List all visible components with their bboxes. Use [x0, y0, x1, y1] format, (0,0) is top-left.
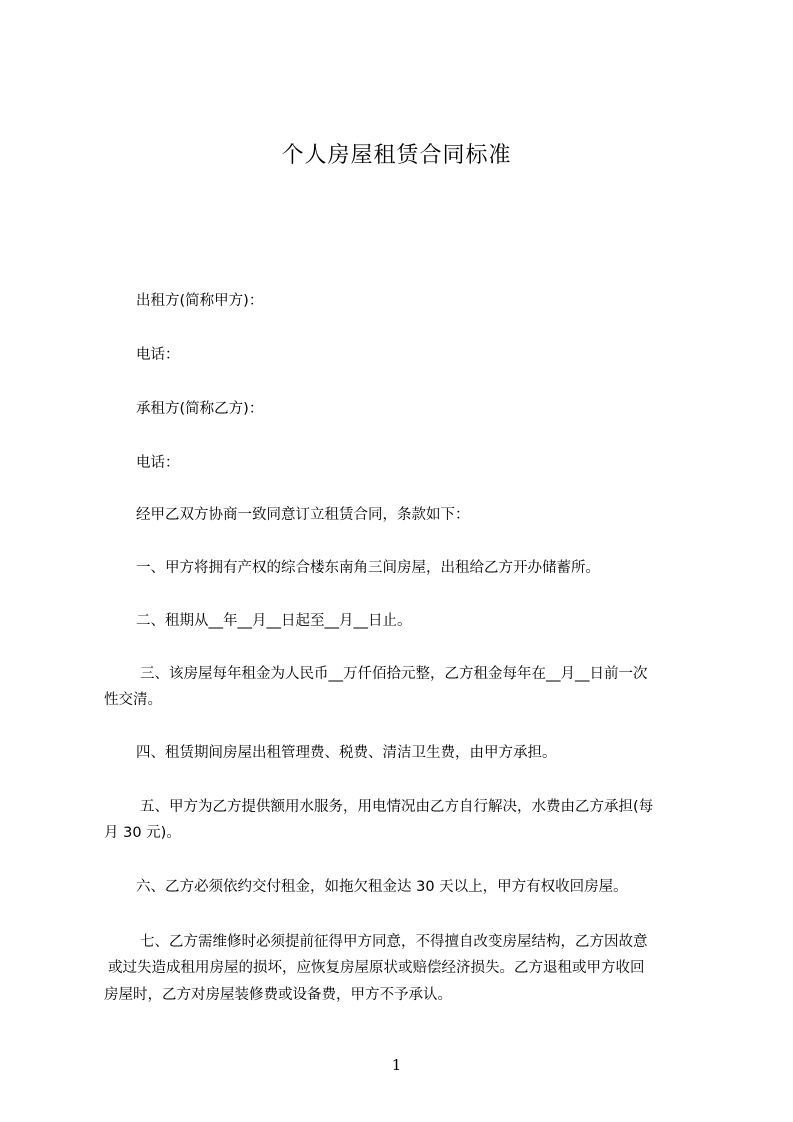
clause-5-line-2: 月 30 元)。	[104, 825, 181, 841]
agreement-intro: 经甲乙双方协商一致同意订立租赁合同，条款如下：	[136, 507, 470, 523]
clause-7-line-2: 或过失造成租用房屋的损坏，应恢复房屋原状或赔偿经济损失。乙方退租或甲方收回	[108, 960, 645, 976]
clause-3-line-1: 三、该房屋每年租金为人民币__万仟佰拾元整，乙方租金每年在__月__日前一次	[140, 666, 648, 682]
lessor-line: 出租方(简称甲方)：	[136, 293, 264, 309]
document-title: 个人房屋租赁合同标准	[281, 143, 512, 168]
lessee-line: 承租方(简称乙方)：	[136, 401, 264, 417]
clause-7-line-3: 房屋时，乙方对房屋装修费或设备费，甲方不予承认。	[104, 987, 452, 1003]
clause-7-line-1: 七、乙方需维修时必须提前征得甲方同意，不得擅自改变房屋结构，乙方因故意	[140, 934, 648, 950]
clause-2: 二、租期从__年__月__日起至__月__日止。	[136, 613, 412, 629]
clause-1: 一、甲方将拥有产权的综合楼东南角三间房屋，出租给乙方开办储蓄所。	[136, 560, 600, 576]
clause-3-line-2: 性交清。	[104, 692, 162, 708]
clause-4: 四、租赁期间房屋出租管理费、税费、清洁卫生费，由甲方承担。	[136, 745, 557, 761]
lessee-phone-line: 电话：	[136, 455, 180, 471]
lessor-phone-line: 电话：	[136, 347, 180, 363]
clause-6: 六、乙方必须依约交付租金，如拖欠租金达 30 天以上，甲方有权收回房屋。	[136, 879, 628, 895]
page-number: 1	[391, 1056, 402, 1074]
clause-5-line-1: 五、甲方为乙方提供额用水服务，用电情况由乙方自行解决，水费由乙方承担(每	[140, 799, 654, 815]
